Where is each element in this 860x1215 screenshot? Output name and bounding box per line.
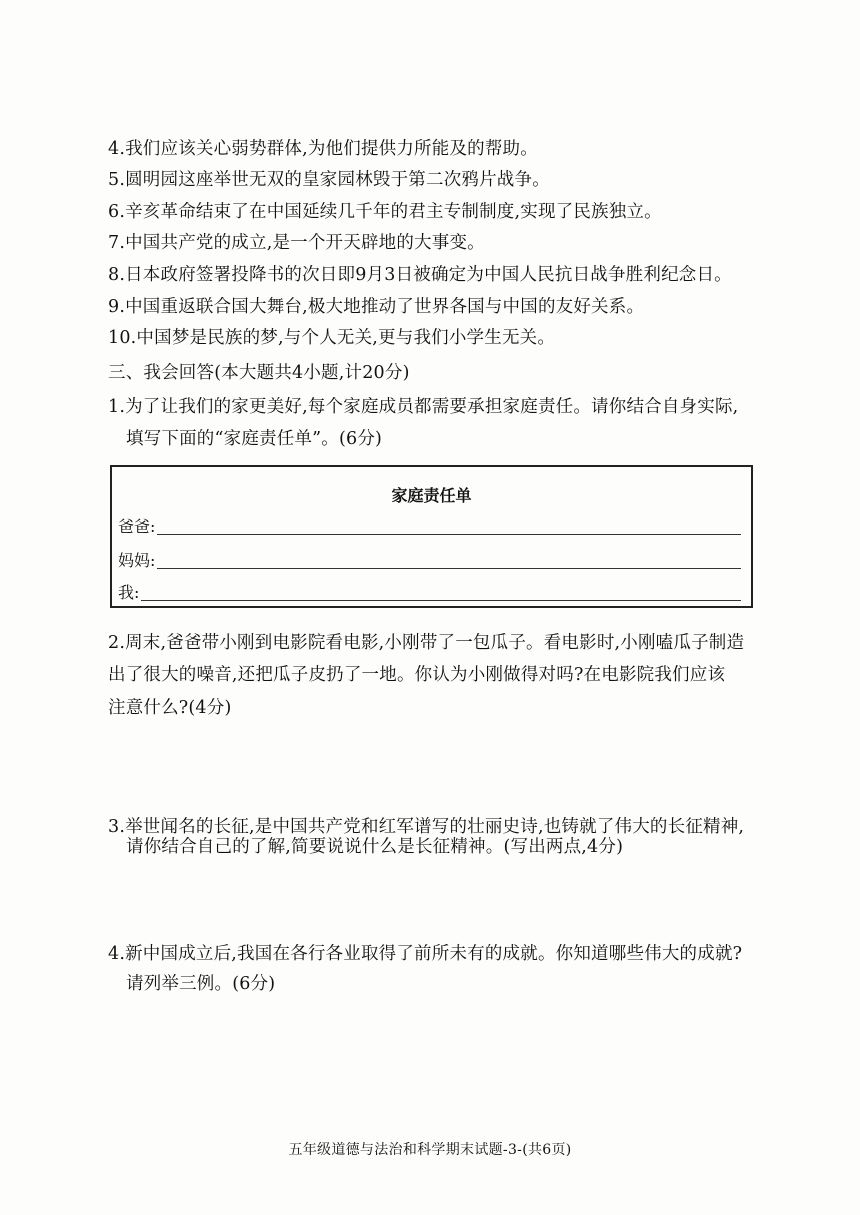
family-responsibility-form (110, 465, 753, 608)
form-row-label: 妈妈: (118, 551, 156, 570)
form-title: 家庭责任单 (391, 486, 472, 505)
question-2-line-3: 注意什么?(4分) (108, 698, 232, 718)
judge-item-7: 7.中国共产党的成立,是一个开天辟地的大事变。 (108, 233, 485, 253)
judge-item-8: 8.日本政府签署投降书的次日即9月3日被确定为中国人民抗日战争胜利纪念日。 (108, 265, 732, 285)
answer-line[interactable] (157, 534, 741, 535)
judge-item-9: 9.中国重返联合国大舞台,极大地推动了世界各国与中国的友好关系。 (108, 297, 645, 317)
question-1-line-1: 1.为了让我们的家更美好,每个家庭成员都需要承担家庭责任。请你结合自身实际, (108, 397, 739, 417)
question-1-line-2: 填写下面的“家庭责任单”。(6分) (126, 429, 383, 449)
question-3-line-2: 请你结合自己的了解,简要说说什么是长征精神。(写出两点,4分) (126, 837, 624, 857)
question-3-line-1: 3.举世闻名的长征,是中国共产党和红军谱写的壮丽史诗,也铸就了伟大的长征精神, (108, 817, 745, 837)
page-footer: 五年级道德与法治和科学期末试题-3-(共6页) (288, 1142, 572, 1158)
form-row-label: 爸爸: (118, 517, 156, 536)
form-row-me[interactable] (118, 581, 741, 603)
form-row-label: 我: (118, 583, 140, 602)
section-three-title: 三、我会回答(本大题共4小题,计20分) (108, 363, 410, 383)
judge-item-4: 4.我们应该关心弱势群体,为他们提供力所能及的帮助。 (108, 139, 538, 159)
form-row-dad[interactable] (118, 515, 741, 537)
judge-item-6: 6.辛亥革命结束了在中国延续几千年的君主专制制度,实现了民族独立。 (108, 202, 662, 222)
answer-line[interactable] (141, 600, 741, 601)
judge-item-5: 5.圆明园这座举世无双的皇家园林毁于第二次鸦片战争。 (108, 170, 550, 190)
judge-item-10: 10.中国梦是民族的梦,与个人无关,更与我们小学生无关。 (108, 328, 556, 348)
question-4-line-1: 4.新中国成立后,我国在各行各业取得了前所未有的成就。你知道哪些伟大的成就? (108, 944, 743, 964)
question-2-line-2: 出了很大的噪音,还把瓜子皮扔了一地。你认为小刚做得对吗?在电影院我们应该 (108, 665, 726, 685)
question-4-line-2: 请列举三例。(6分) (126, 974, 276, 994)
question-2-line-1: 2.周末,爸爸带小刚到电影院看电影,小刚带了一包瓜子。看电影时,小刚嗑瓜子制造 (108, 633, 745, 653)
form-row-mom[interactable] (118, 549, 741, 571)
answer-line[interactable] (157, 568, 741, 569)
